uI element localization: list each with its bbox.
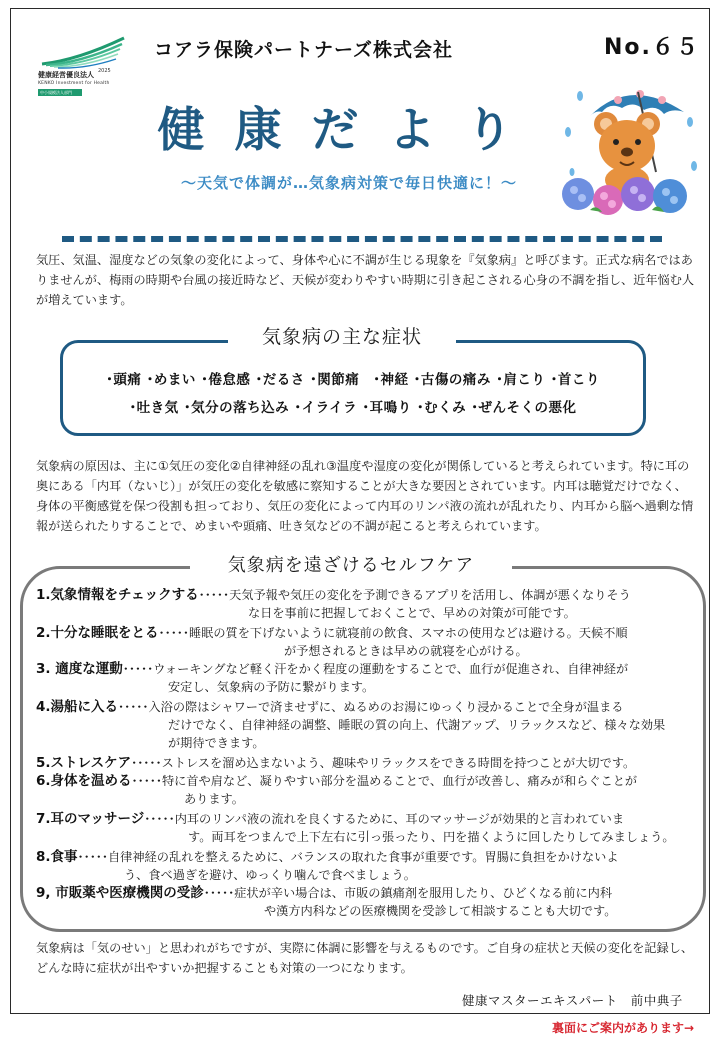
selfcare-item — [36, 624, 700, 660]
koala-umbrella-mascot — [560, 82, 700, 218]
logo-cert-name: 健康経営優良法人 — [38, 71, 94, 79]
page-title: 健康だより — [157, 103, 543, 158]
selfcare-item-cont: だけでなく、自律神経の調整、睡眠の質の向上、代謝アップ、リラックスなど、様々な効果 — [168, 718, 666, 732]
cause-paragraph: 気象病の原因は、主に①気圧の変化②自律神経の乱れ③温度や湿度の変化が関係していると考えられています。特に耳の奥にある「内耳（ないじ）」が気圧の変化を敏感に察知することが大きな要因とされています。内耳は聴覚だけでなく、身体の平衡感覚を保つ役割も担っており、気圧の変化によって内耳のリンパ液の流れが乱れたり、内耳から脳へ過剰な情報が送られたりすることで、めまいや頭痛、吐き気などの不調が起こると考えられています。 — [36, 459, 694, 533]
selfcare-item-text: 特に首や肩など、凝りやすい部分を温めることで、血行が改善し、痛みが和らぐことが — [162, 774, 638, 788]
logo-ribbon: 中小規模法人部門 — [38, 89, 82, 96]
selfcare-item-text: 自律神経の乱れを整えるために、バランスの取れた食事が重要です。胃腸に負担をかけないよ — [108, 850, 619, 864]
selfcare-item-cont: あります。 — [184, 792, 244, 806]
selfcare-item-text: 症状が辛い場合は、市販の鎮痛剤を服用したり、ひどくなる前に内科 — [234, 886, 613, 900]
selfcare-item-dots: ･････ — [77, 850, 108, 864]
selfcare-item-lead: 9, 市販薬や医療機関の受診 — [36, 885, 204, 901]
selfcare-item-cont: す。両耳をつまんで上下左右に引っ張ったり、円を描くように回したりしてみましょう。 — [188, 830, 675, 844]
selfcare-item-dots: ･････ — [203, 886, 235, 900]
selfcare-item — [36, 660, 700, 696]
selfcare-item-dots: ･････ — [122, 662, 154, 676]
selfcare-item — [36, 884, 700, 920]
selfcare-item-lead: 4.湯船に入る — [36, 699, 119, 715]
selfcare-item-text: ウォーキングなど軽く汗をかく程度の運動をすることで、血行が促進され、自律神経が — [153, 662, 629, 676]
selfcare-item — [36, 698, 700, 752]
selfcare-item — [36, 772, 700, 808]
selfcare-item-dots: ･････ — [118, 700, 149, 714]
selfcare-item-lead: 8.食事 — [36, 849, 78, 865]
selfcare-item-lead: 7.耳のマッサージ — [36, 811, 145, 827]
selfcare-item-dots: ･････ — [131, 774, 162, 788]
selfcare-item-cont: が予想されるときは早めの就寝を心がける。 — [284, 644, 528, 658]
logo-sub: KENKO Investment for Health — [38, 81, 110, 86]
selfcare-item-cont: う、食べ過ぎを避け、ゆっくり噛んで食べましょう。 — [124, 868, 416, 882]
selfcare-item-text: ストレスを溜め込まないよう、趣味やリラックスをできる時間を持つことが大切です。 — [161, 756, 636, 770]
selfcare-item-cont: や漢方内科などの医療機関を受診して相談することも大切です。 — [264, 904, 617, 918]
intro-paragraph: 気圧、気温、湿度などの気象の変化によって、身体や心に不調が生じる現象を『気象病』と呼びます。正式な病名ではありませんが、梅雨の時期や台風の接近時など、天候が変わりやすい時期に引き起こされる心身の不調を指し、近年悩む人が増えています。 — [36, 253, 695, 307]
selfcare-item-lead: 3. 適度な運動 — [36, 661, 123, 677]
selfcare-item-dots: ･････ — [144, 812, 175, 826]
selfcare-item-cont: 安定し、気象病の予防に繋がります。 — [168, 680, 375, 694]
selfcare-item — [36, 586, 700, 622]
selfcare-item-text: 天気予報や気圧の変化を予測できるアプリを活用し、体調が悪くなりそう — [229, 588, 631, 602]
selfcare-item-cont2: が期待できます。 — [168, 736, 265, 750]
selfcare-item-dots: ･････ — [131, 756, 162, 770]
symptoms-line-2: ･吐き気 ･気分の落ち込み ･イライラ ･耳鳴り ･むくみ ･ぜんそくの悪化 — [129, 400, 577, 416]
page-subtitle: ～天気で体調が…気象病対策で毎日快適に！～ — [180, 174, 517, 192]
selfcare-item-text: 内耳のリンパ液の流れを良くするために、耳のマッサージが効果的と言われていま — [174, 812, 625, 826]
back-page-note: 裏面にご案内があります→ — [552, 1021, 695, 1035]
selfcare-item-text: 睡眠の質を下げないように就寝前の飲食、スマホの使用などは避ける。天候不順 — [189, 626, 628, 640]
closing-paragraph: 気象病は「気のせい」と思われがちですが、実際に体調に影響を与えるものです。ご自身の症状と天候の変化を記録し、どんな時に症状が出やすいか把握することも対策の一つになります。 — [36, 941, 694, 975]
selfcare-item-cont: な日を事前に把握しておくことで、早めの対策が可能です。 — [248, 606, 576, 620]
wing-logo-icon — [38, 34, 128, 70]
selfcare-item-dots: ･････ — [158, 626, 189, 640]
symptoms-heading: 気象病の主な症状 — [261, 326, 422, 348]
selfcare-item-dots: ･････ — [198, 588, 230, 602]
selfcare-item — [36, 754, 700, 772]
selfcare-item — [36, 810, 700, 846]
selfcare-item-lead: 6.身体を温める — [36, 773, 132, 789]
logo-year: 2025 — [98, 68, 111, 74]
selfcare-item-lead: 2.十分な睡眠をとる — [36, 625, 159, 641]
author-signature: 健康マスターエキスパート 前中典子 — [462, 993, 683, 1008]
company-name: コアラ保険パートナーズ株式会社 — [154, 39, 454, 61]
selfcare-item-text: 入浴の際はシャワーで済ませずに、ぬるめのお湯にゆっくり浸かることで全身が温まる — [148, 700, 624, 714]
selfcare-item-lead: 5.ストレスケア — [36, 755, 132, 771]
health-management-logo — [38, 34, 126, 112]
symptoms-line-1: ･頭痛 ･めまい ･倦怠感 ･だるさ ･関節痛 ･神経 ･古傷の痛み ･肩こり ･首こり — [106, 372, 600, 388]
selfcare-item-lead: 1.気象情報をチェックする — [36, 587, 199, 603]
selfcare-item — [36, 848, 700, 884]
section-divider — [62, 236, 662, 242]
symptoms-box — [60, 340, 646, 436]
selfcare-heading: 気象病を遠ざけるセルフケア — [227, 555, 475, 576]
issue-number: No.６５ — [604, 35, 700, 60]
